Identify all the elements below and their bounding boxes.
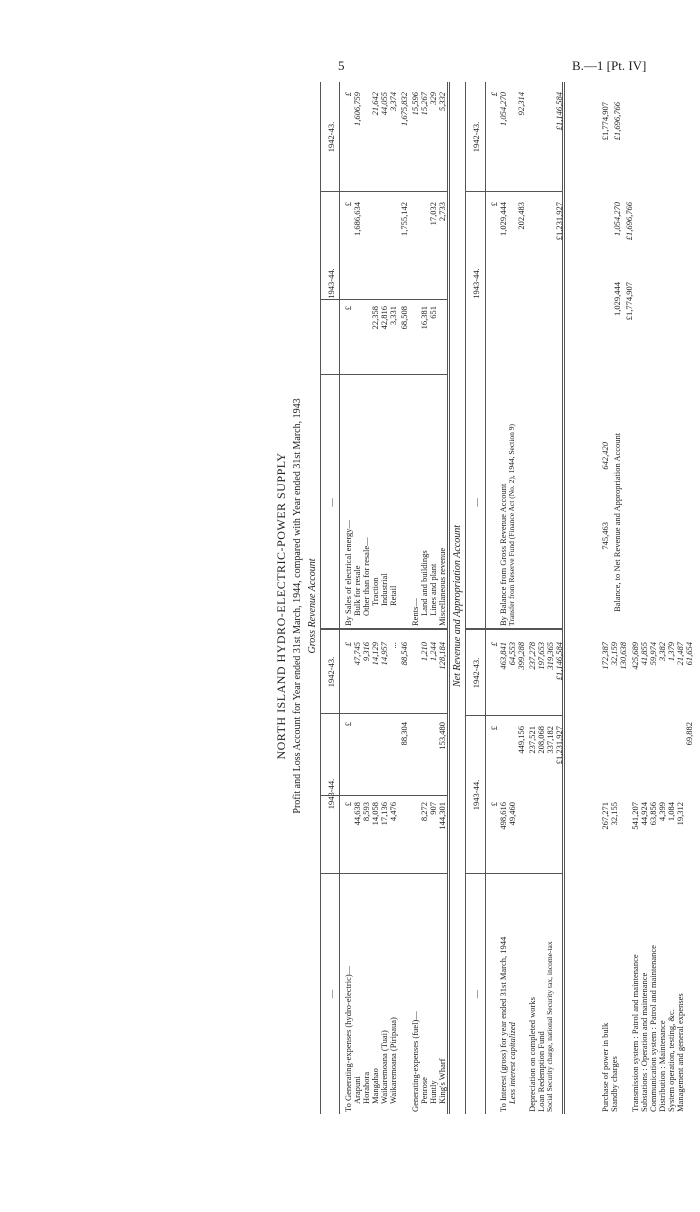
value: 14,957 — [379, 642, 389, 666]
value: 41,855 — [639, 642, 649, 666]
label: System operation, testing, &c. — [666, 1009, 676, 1112]
label: Standby charges — [609, 1056, 619, 1112]
net-revenue-heading: Net Revenue and Appropriation Account — [452, 525, 463, 688]
pound: £ — [343, 722, 353, 727]
header-1942-43: 1942-43. — [471, 657, 481, 689]
label: Bulk for resale — [352, 565, 362, 616]
header-dash: — — [471, 989, 481, 999]
subtotal: 88,546 — [399, 642, 409, 666]
value: 5,332 — [437, 92, 447, 112]
page-number: 5 — [338, 58, 345, 73]
value: 1,244 — [428, 642, 438, 662]
pound: £ — [343, 802, 353, 807]
value: 21,642 — [370, 92, 380, 116]
value: 172,387 — [600, 642, 610, 670]
header-dash: — — [326, 989, 336, 999]
subtotal: 88,304 — [399, 722, 409, 746]
value: 22,358 — [370, 306, 380, 330]
label: Waikaremoana (Tuai) — [379, 1030, 389, 1104]
pound: £ — [343, 202, 353, 207]
total: £1,696,766 — [612, 102, 622, 141]
header-1943-44: 1943-44. — [326, 778, 336, 810]
label: Social Security charge, national Security tax, income-tax — [545, 941, 554, 1112]
subtotal: 642,420 — [600, 442, 610, 470]
label: King's Wharf — [437, 1058, 447, 1104]
value: 319,365 — [545, 642, 555, 670]
value: 267,271 — [600, 802, 610, 830]
pound: £ — [489, 726, 499, 731]
value: 202,483 — [516, 202, 526, 230]
label: Miscellaneous revenue — [437, 547, 447, 626]
value: 3,374 — [388, 92, 398, 112]
pound: £ — [489, 642, 499, 647]
value: 16,381 — [419, 306, 429, 330]
label: Communication system : Patrol and maintenance — [648, 945, 658, 1112]
subtotal: 1,675,832 — [399, 92, 409, 126]
subtotal: 449,156 — [516, 726, 526, 754]
value: 49,460 — [507, 802, 517, 826]
value: 463,841 — [498, 642, 508, 670]
label: Horahora — [361, 1071, 371, 1104]
label: Mangahao — [370, 1068, 380, 1104]
label: Land and buildings — [419, 550, 429, 616]
value: 1,054,270 — [612, 202, 622, 236]
value: 32,159 — [609, 642, 619, 666]
header-1943-44: 1943-44. — [471, 779, 481, 811]
pound: £ — [489, 202, 499, 207]
label: Retail — [388, 585, 398, 606]
report-subtitle: Profit and Loss Account for Year ended 31st March, 1944, compared with Year ended 31st March, 1943 — [292, 398, 303, 814]
label: Transmission system : Patrol and maintenance — [630, 954, 640, 1112]
pound: £ — [343, 92, 353, 97]
value: 1,054,270 — [498, 92, 508, 126]
label: Distribution : Maintenance — [657, 1020, 667, 1112]
value: 2,733 — [437, 202, 447, 222]
pound: £ — [489, 802, 499, 807]
header-1943-44: 1943-44. — [471, 268, 481, 299]
value: 4,399 — [657, 802, 667, 822]
subtotal: 15,596 — [410, 92, 420, 116]
label: Transfer from Reserve Fund (Finance Act (No. 2), 1944, Section 9) — [507, 424, 516, 626]
label: Generating-expenses (fuel)— — [410, 1011, 420, 1112]
subtotal: 399,288 — [516, 642, 526, 670]
total: £1,231,927 — [554, 726, 564, 765]
value: 69,882 — [684, 722, 694, 746]
subtotal: 17,032 — [428, 202, 438, 226]
value: 64,553 — [507, 642, 517, 666]
label: Rents— — [410, 598, 420, 626]
value: 14,129 — [370, 642, 380, 666]
value: 9,316 — [361, 642, 371, 662]
total: £1,774,907 — [624, 282, 634, 321]
value: 44,924 — [639, 802, 649, 826]
gross-revenue-heading: Gross Revenue Account — [307, 558, 318, 654]
value: 42,816 — [379, 306, 389, 330]
value: 19,312 — [675, 802, 685, 826]
value: 59,974 — [648, 642, 658, 666]
header-1942-43: 1942-43. — [326, 121, 336, 153]
value: 1,210 — [419, 642, 429, 662]
label: Arapuni — [352, 1076, 362, 1104]
value: 17,136 — [379, 802, 389, 826]
label: Traction — [370, 577, 380, 606]
label: Waikaremoana (Piripaua) — [388, 1017, 398, 1104]
value: 3,331 — [388, 306, 398, 326]
pound: £ — [343, 306, 353, 311]
value: 44,638 — [352, 802, 362, 826]
value: 337,182 — [545, 726, 555, 754]
subtotal: 1,755,142 — [399, 202, 409, 236]
label: By Balance from Gross Revenue Account — [498, 483, 508, 626]
value: 1,686,634 — [352, 202, 362, 236]
value: 907 — [428, 802, 438, 815]
value: 329 — [428, 92, 438, 105]
label: Other than for resale— — [361, 537, 371, 616]
subtotal: 153,480 — [437, 722, 447, 750]
value: 1,379 — [666, 642, 676, 662]
pound: £ — [343, 642, 353, 647]
label: To Generating-expenses (hydro-electric)— — [343, 965, 353, 1112]
value: 425,689 — [630, 642, 640, 670]
label: Huntly — [428, 1080, 438, 1104]
label: Depreciation on completed works — [527, 997, 537, 1112]
value: 144,301 — [437, 802, 447, 830]
value: 15,267 — [419, 92, 429, 116]
value: 8,272 — [419, 802, 429, 822]
header-1942-43: 1942-43. — [471, 121, 481, 153]
value: 63,856 — [648, 802, 658, 826]
value: ... — [388, 642, 398, 649]
label: To Interest (gross) for year ended 31st March, 1944 — [498, 936, 508, 1112]
value: 651 — [428, 306, 438, 319]
value: 128,184 — [437, 642, 447, 670]
header-dash: — — [471, 498, 481, 507]
value: 197,653 — [536, 642, 546, 670]
total: £1,774,907 — [600, 102, 610, 141]
value: 1,084 — [666, 802, 676, 822]
value: 92,314 — [516, 92, 526, 116]
subtotal: 745,463 — [600, 522, 610, 550]
header-dash: — — [326, 498, 336, 507]
value: 237,521 — [527, 726, 537, 754]
value: 1,029,444 — [498, 202, 508, 236]
total: £1,696,766 — [624, 202, 634, 241]
label: Purchase of power in bulk — [600, 1022, 610, 1112]
label: Less interest capitalized — [507, 1022, 517, 1104]
total: £1,231,927 — [554, 202, 564, 241]
header-1942-43: 1942-43. — [326, 656, 336, 688]
label: Industrial — [379, 573, 389, 606]
value: 47,745 — [352, 642, 362, 666]
value: 208,068 — [536, 726, 546, 754]
pound: £ — [489, 92, 499, 97]
total: £1,146,584 — [554, 92, 564, 131]
document-reference: B.—1 [Pt. IV] — [572, 58, 647, 73]
value: 130,638 — [618, 642, 628, 670]
label: Substations : Operation and maintenance — [639, 972, 649, 1112]
value: 1,606,759 — [352, 92, 362, 126]
label: Management and general expenses — [675, 993, 685, 1112]
label: Lines and plant — [428, 563, 438, 616]
total: £1,146,584 — [554, 642, 564, 681]
value: 1,029,444 — [612, 282, 622, 316]
value: 8,593 — [361, 802, 371, 822]
subtotal: 68,508 — [399, 306, 409, 330]
header-1943-44: 1943-44. — [326, 268, 336, 299]
value: 21,487 — [675, 642, 685, 666]
value: 61,654 — [684, 642, 694, 666]
label: Loan Redemption Fund — [536, 1031, 546, 1112]
value: 14,058 — [370, 802, 380, 826]
value: 44,055 — [379, 92, 389, 116]
label: By Sales of electrical energy— — [343, 519, 353, 626]
value: 541,207 — [630, 802, 640, 830]
value: 237,278 — [527, 642, 537, 670]
label: Penrose — [419, 1077, 429, 1104]
value: 498,616 — [498, 802, 508, 830]
report-title: NORTH ISLAND HYDRO-ELECTRIC-POWER SUPPLY — [274, 452, 288, 760]
value: 4,476 — [388, 802, 398, 822]
value: 3,382 — [657, 642, 667, 662]
value: 32,155 — [609, 802, 619, 826]
label: Balance, to Net Revenue and Appropriation Account — [612, 432, 622, 612]
